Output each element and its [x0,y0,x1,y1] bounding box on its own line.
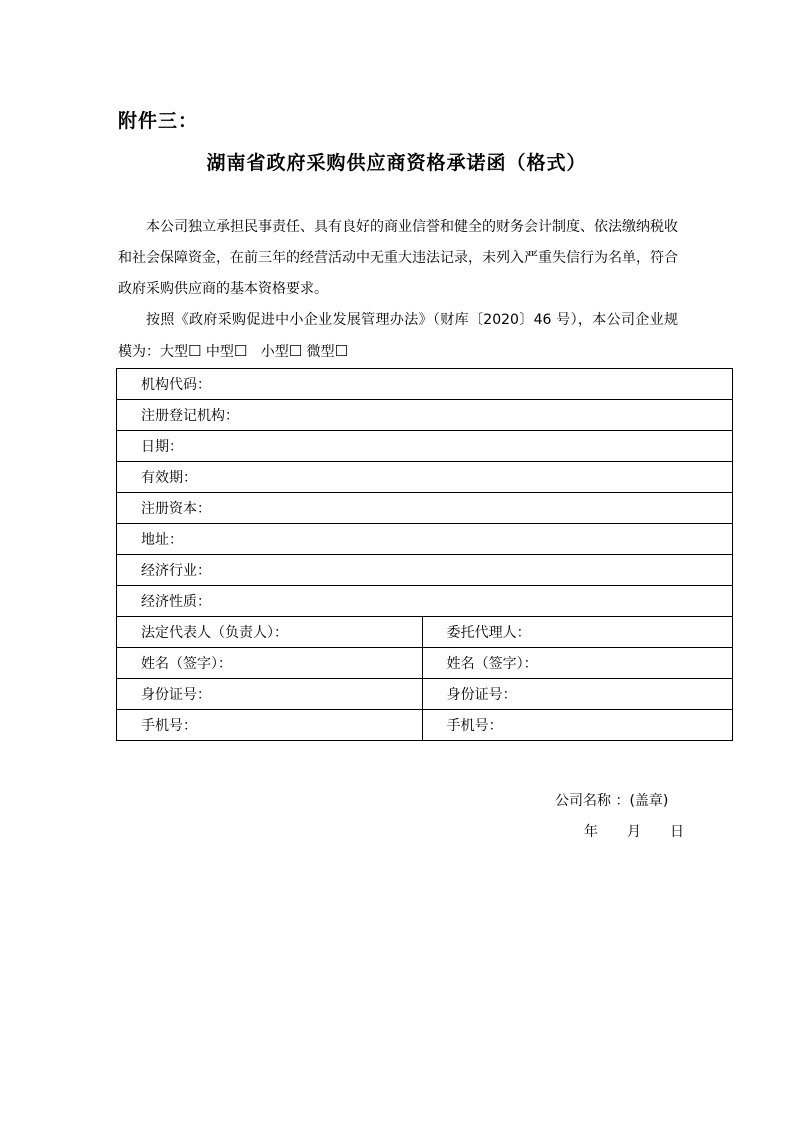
reg-capital-field[interactable]: 注册资本： [117,493,733,524]
company-name-seal: 公司名称 ：(盖章) [555,793,669,809]
scale-small-checkbox[interactable]: ☐ [288,342,303,360]
table-row [117,369,733,400]
table-row [117,400,733,431]
table-row [117,617,733,648]
agent-name-field[interactable]: 姓名（签字）： [422,648,732,679]
scale-option-micro: 微型 [306,344,335,360]
attachment-label: 附件三： [118,110,199,132]
legal-rep-id-field[interactable]: 身份证号： [117,679,423,710]
signature-date [584,821,684,841]
scale-medium-checkbox[interactable]: ☐ [233,342,248,360]
supplier-info-table [116,368,733,741]
table-row [117,648,733,679]
legal-rep-phone-field[interactable]: 手机号： [117,710,423,741]
address-field[interactable]: 地址： [117,524,733,555]
agent-field[interactable]: 委托代理人： [422,617,732,648]
document-title: 湖南省政府采购供应商资格承诺函（格式） [206,152,587,174]
industry-field[interactable]: 经济行业： [117,555,733,586]
table-row [117,431,733,462]
agent-id-field[interactable]: 身份证号： [422,679,732,710]
table-row [117,679,733,710]
scale-paragraph-text: 按照《政府采购促进中小企业发展管理办法》（财库〔2020〕46 号），本公司企业规模为： [118,312,678,360]
date-day: 日 [670,824,684,840]
reg-authority-field[interactable]: 注册登记机构： [117,400,733,431]
date-field[interactable]: 日期： [117,431,733,462]
legal-rep-name-field[interactable]: 姓名（签字）： [117,648,423,679]
scale-option-large: 大型 [160,344,188,360]
commitment-paragraph: 本公司独立承担民事责任、具有良好的商业信誉和健全的财务会计制度、依法缴纳税收和社会保障资金，在前三年的经营活动中无重大违法记录，未列入严重失信行为名单，符合政府采购供应商的基本资格要求。 [118,219,678,297]
table-row [117,555,733,586]
scale-large-checkbox[interactable]: ☐ [188,342,202,360]
scale-option-medium: 中型 [205,344,234,360]
scale-paragraph [118,305,678,368]
table-row [117,586,733,617]
validity-field[interactable]: 有效期： [117,462,733,493]
table-row [117,462,733,493]
agent-phone-field[interactable]: 手机号： [422,710,732,741]
date-year: 年 [584,824,598,840]
nature-field[interactable]: 经济性质： [117,586,733,617]
table-row [117,524,733,555]
date-month: 月 [627,824,641,840]
table-row [117,493,733,524]
table-row [117,710,733,741]
legal-rep-field[interactable]: 法定代表人（负责人）： [117,617,423,648]
scale-option-small: 小型 [260,344,289,360]
scale-micro-checkbox[interactable]: ☐ [334,342,349,360]
org-code-field[interactable]: 机构代码： [117,369,733,400]
